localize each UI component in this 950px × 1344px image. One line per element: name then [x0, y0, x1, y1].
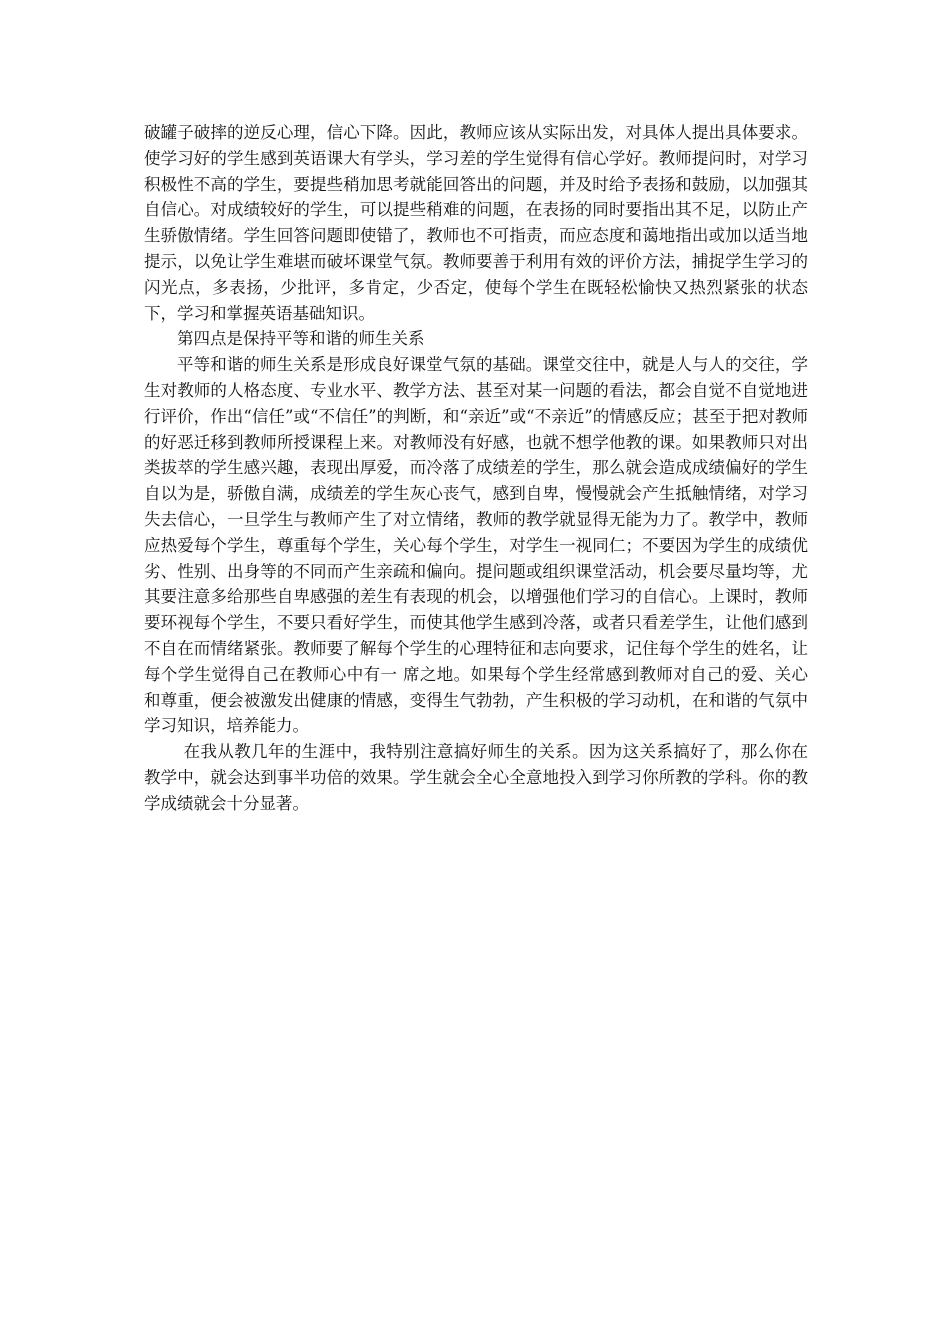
- paragraph-teacher-student-relationship: 平等和谐的师生关系是形成良好课堂气氛的基础。课堂交往中，就是人与人的交往，学生对教师的人格态度、专业水平、教学方法、甚至对某一问题的看法，都会自觉不自觉地进行评价，作出“信任”或“不信任”的判断，和“亲近”或“不亲近”的情感反应；甚至于把对教师的好恶迁移到教师所授课程上来。对教师没有好感，也就不想学他教的课。如果教师只对出类拔萃的学生感兴趣，表现出厚爱，而冷落了成绩差的学生，那么就会造成成绩偏好的学生自以为是，骄傲自满，成绩差的学生灰心丧气，感到自卑，慢慢就会产生抵触情绪，对学习失去信心，一旦学生与教师产生了对立情绪，教师的教学就显得无能为力了。教学中，教师应热爱每个学生，尊重每个学生，关心每个学生，对学生一视同仁；不要因为学生的成绩优劣、性别、出身等的不同而产生亲疏和偏向。提问题或组织课堂活动，机会要尽量均等，尤其要注意多给那些自卑感强的差生有表现的机会，以增强他们学习的自信心。上课时，教师要环视每个学生，不要只看好学生，而使其他学生感到冷落，或者只看差学生，让他们感到不自在而情绪紧张。教师要了解每个学生的心理特征和志向要求，记住每个学生的姓名，让每个学生觉得自己在教师心中有一 席之地。如果每个学生经常感到教师对自己的爱、关心和尊重，便会被激发出健康的情感，变得生气勃勃，产生积极的学习动机，在和谐的气氛中学习知识，培养能力。: [144, 355, 808, 736]
- paragraph-conclusion: 在我从教几年的生涯中，我特别注意搞好师生的关系。因为这关系搞好了，那么你在教学中，就会达到事半功倍的效果。学生就会全心全意地投入到学习你所教的学科。你的教学成绩就会十分显著。: [144, 742, 808, 813]
- paragraph-continuation: 破罐子破摔的逆反心理，信心下降。因此，教师应该从实际出发，对具体人提出具体要求。使学习好的学生感到英语课大有学头，学习差的学生觉得有信心学好。教师提问时，对学习积极性不高的学生，要提些稍加思考就能回答出的问题，并及时给予表扬和鼓励，以加强其自信心。对成绩较好的学生，可以提些稍难的问题，在表扬的同时要指出其不足，以防止产生骄傲情绪。学生回答问题即使错了，教师也不可指责，而应态度和蔼地指出或加以适当地提示，以免让学生难堪而破坏课堂气氛。教师要善于利用有效的评价方法，捕捉学生学习的闪光点，多表扬，少批评，多肯定，少否定，使每个学生在既轻松愉快又热烈紧张的状态下，学习和掌握英语基础知识。: [144, 123, 808, 323]
- section-heading: 第四点是保持平等和谐的师生关系: [177, 329, 425, 349]
- document-page: [144, 120, 808, 817]
